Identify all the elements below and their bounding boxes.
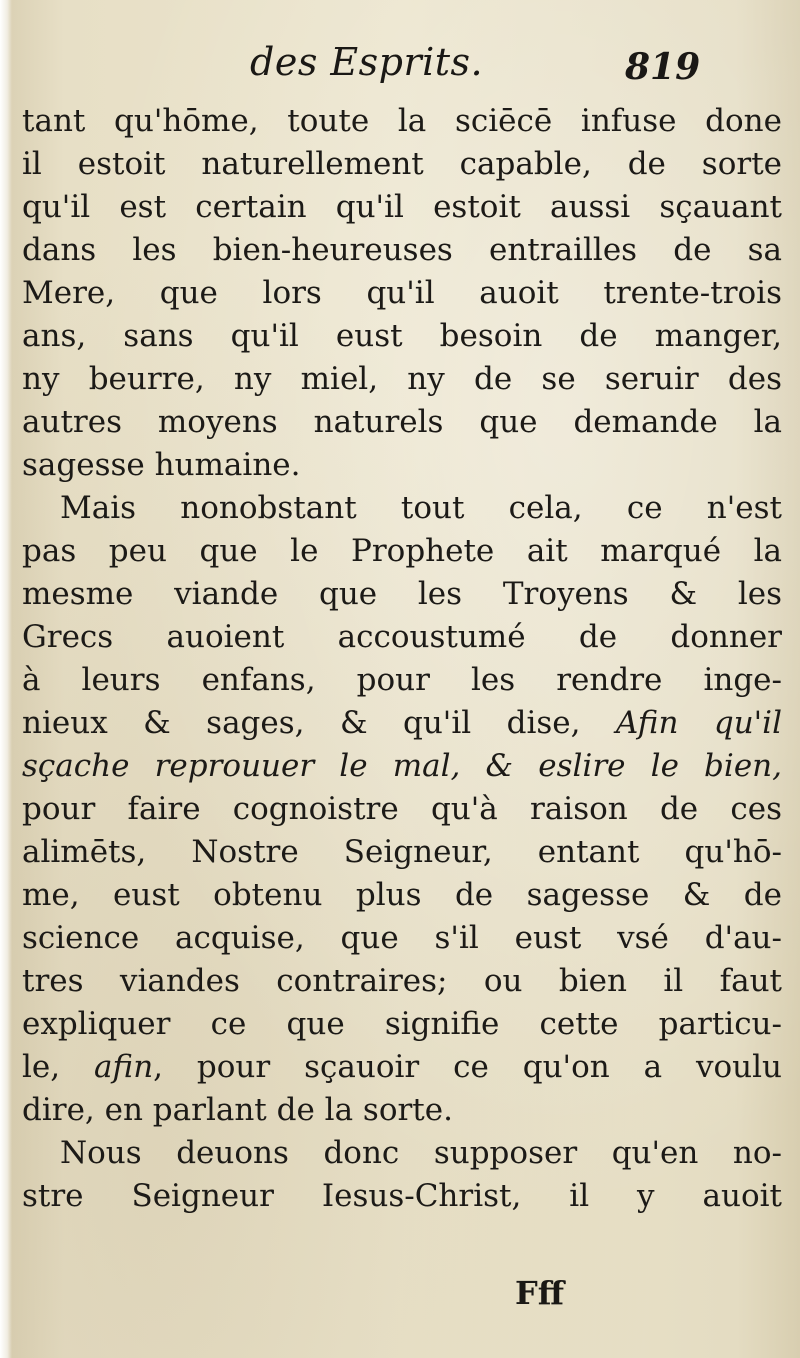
text-segment: mesme viande que les Troyens & les	[22, 576, 782, 612]
text-segment: me, eust obtenu plus de sagesse & de	[22, 877, 782, 913]
text-line	[22, 702, 782, 745]
text-line	[22, 272, 782, 315]
text-segment: le,	[22, 1049, 95, 1085]
text-segment: Mais nonobstant tout cela, ce n'est	[60, 490, 782, 526]
text-segment: Mere, que lors qu'il auoit trente-trois	[22, 275, 782, 311]
text-line	[22, 1046, 782, 1089]
text-segment: afin	[94, 1049, 154, 1085]
text-line	[22, 444, 782, 487]
page-edge-shadow	[0, 0, 12, 1358]
text-segment: nieux & sages, & qu'il dise,	[22, 705, 616, 741]
text-segment: tres viandes contraires; ou bien il faut	[22, 963, 782, 999]
text-line	[22, 229, 782, 272]
text-line	[22, 1089, 782, 1132]
page-number: 819	[625, 46, 701, 88]
text-line	[22, 917, 782, 960]
text-segment: stre Seigneur Iesus-Christ, il y auoit	[22, 1178, 782, 1214]
text-segment: à leurs enfans, pour les rendre inge-	[22, 662, 782, 698]
text-segment: sagesse humaine.	[22, 447, 301, 483]
text-segment: pour faire cognoistre qu'à raison de ces	[22, 791, 782, 827]
text-segment: , pour sçauoir ce qu'on a voulu	[153, 1049, 782, 1085]
text-segment: sçache reprouuer le mal, & eslire le bien,	[22, 748, 782, 784]
text-line	[22, 315, 782, 358]
page-header	[0, 40, 800, 90]
text-line	[22, 788, 782, 831]
text-line	[22, 960, 782, 1003]
text-line	[22, 401, 782, 444]
text-segment: pas peu que le Prophete ait marqué la	[22, 533, 782, 569]
text-segment: autres moyens naturels que demande la	[22, 404, 782, 440]
signature-mark: Fff	[515, 1274, 564, 1312]
text-segment: tant qu'hōme, toute la sciēcē infuse done	[22, 103, 782, 139]
text-line	[22, 143, 782, 186]
text-segment: alimēts, Nostre Seigneur, entant qu'hō-	[22, 834, 782, 870]
text-line	[22, 659, 782, 702]
text-line	[22, 573, 782, 616]
text-segment: ny beurre, ny miel, ny de se seruir des	[22, 361, 782, 397]
text-segment: ans, sans qu'il eust besoin de manger,	[22, 318, 782, 354]
text-segment: il estoit naturellement capable, de sorte	[22, 146, 782, 182]
text-segment: expliquer ce que signifie cette particu-	[22, 1006, 782, 1042]
text-segment: Afin qu'il	[615, 705, 782, 741]
text-line	[22, 745, 782, 788]
text-segment: Nous deuons donc supposer qu'en no-	[60, 1135, 782, 1171]
text-line	[22, 358, 782, 401]
text-body	[22, 100, 782, 1218]
text-line	[22, 874, 782, 917]
text-line	[22, 487, 782, 530]
text-segment: Grecs auoient accoustumé de donner	[22, 619, 782, 655]
text-line	[22, 186, 782, 229]
text-line	[22, 1132, 782, 1175]
text-line	[22, 831, 782, 874]
text-segment: dans les bien-heureuses entrailles de sa	[22, 232, 782, 268]
text-line	[22, 100, 782, 143]
text-line	[22, 1003, 782, 1046]
text-segment: dire, en parlant de la sorte.	[22, 1092, 453, 1128]
text-segment: qu'il est certain qu'il estoit aussi sçauant	[22, 189, 782, 225]
text-line	[22, 616, 782, 659]
text-segment: science acquise, que s'il eust vsé d'au-	[22, 920, 782, 956]
text-line	[22, 1175, 782, 1218]
running-head: des Esprits.	[250, 40, 484, 84]
text-line	[22, 530, 782, 573]
